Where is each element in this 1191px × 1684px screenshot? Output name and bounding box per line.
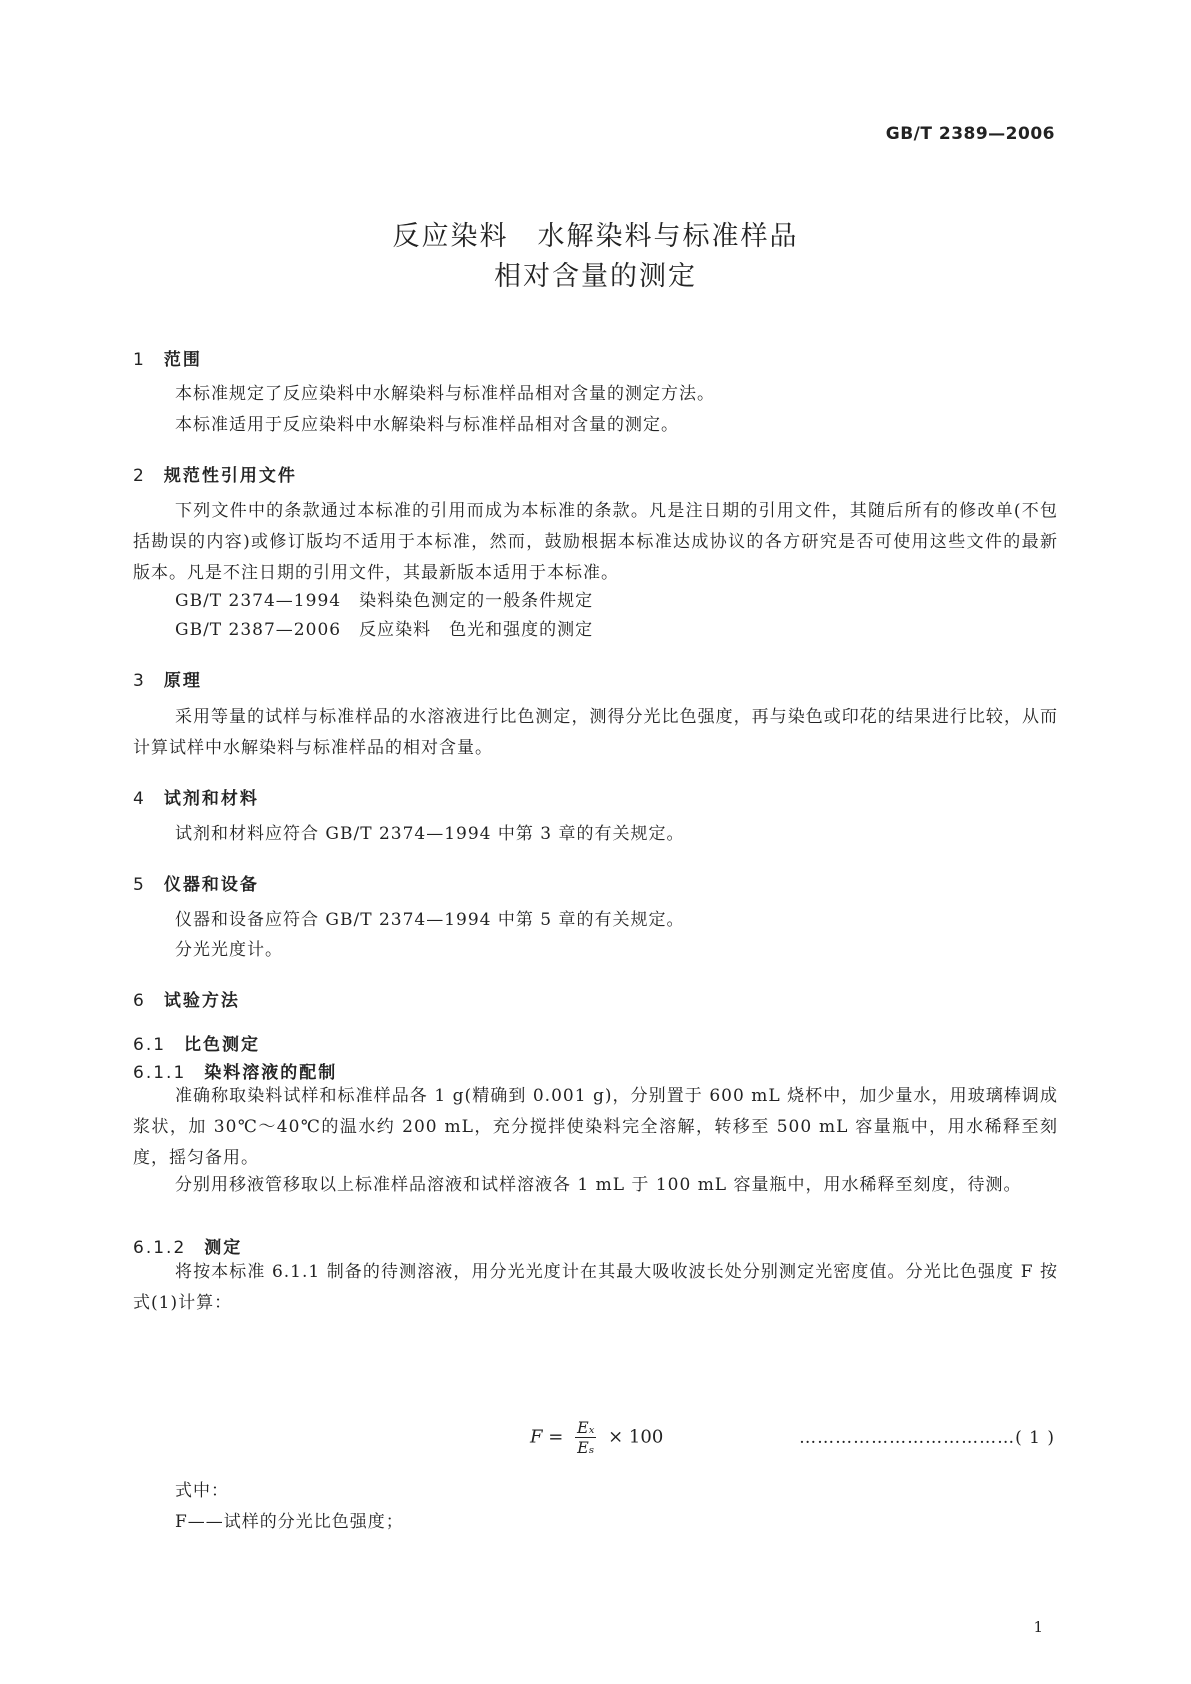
document-title-line2: 相对含量的测定 [494, 261, 697, 292]
reference-item: GB/T 2387—2006 反应染料 色光和强度的测定 [175, 620, 594, 640]
section-number: 4 [133, 789, 146, 809]
equation-number [799, 1428, 1055, 1448]
subsection-6-1-1-heading [133, 1058, 337, 1083]
paragraph: 下列文件中的条款通过本标准的引用而成为本标准的条款。凡是注日期的引用文件，其随后所有的修改单(不包括勘误的内容)或修订版均不适用于本标准，然而，鼓励根据本标准达成协议的各方研究是否可使用这些文件的最新版本。凡是不注日期的引用文件，其最新版本适用于本标准。 [133, 501, 1058, 583]
section-number: 3 [133, 671, 146, 691]
subsection-6-1-2-heading [133, 1233, 242, 1258]
section-title: 比色测定 [184, 1035, 261, 1055]
section-number: 6.1.1 [133, 1063, 187, 1083]
where-label: 式中： [175, 1481, 229, 1501]
section-5-heading [133, 870, 259, 895]
section-6-heading [133, 986, 240, 1011]
where-item: F——试样的分光比色强度； [175, 1512, 404, 1532]
standard-code: GB/T 2389—2006 [885, 124, 1055, 144]
paragraph: 本标准规定了反应染料中水解染料与标准样品相对含量的测定方法。 [175, 384, 715, 404]
reference-item: GB/T 2374—1994 染料染色测定的一般条件规定 [175, 591, 594, 611]
formula-denominator: Eₛ [577, 1438, 595, 1457]
section-title: 测定 [204, 1238, 243, 1258]
paragraph: 准确称取染料试样和标准样品各 1 g(精确到 0.001 g)，分别置于 600 mL 烧杯中，加少量水，用玻璃棒调成浆状，加 30℃～40℃的温水约 200 mL，充分搅拌使染料完全溶解，转移至 500 mL 容量瓶中，用水稀释至刻度，摇匀备用。 [133, 1086, 1058, 1168]
paragraph: 仪器和设备应符合 GB/T 2374—1994 中第 5 章的有关规定。 [175, 910, 685, 930]
section-number: 6.1 [133, 1035, 167, 1055]
equation-label: ( 1 ) [1015, 1428, 1055, 1448]
formula-rest: × 100 [608, 1426, 664, 1448]
formula-fraction [575, 1418, 596, 1457]
section-title: 仪器和设备 [163, 875, 259, 895]
section-number: 6 [133, 991, 146, 1011]
section-2-heading [133, 461, 297, 486]
subsection-6-1-heading [133, 1030, 260, 1055]
equation-leader: ……………………………… [799, 1428, 1016, 1448]
formula-numerator: Eₓ [577, 1418, 595, 1437]
section-title: 规范性引用文件 [163, 466, 297, 486]
document-title-line1: 反应染料 水解染料与标准样品 [392, 221, 799, 252]
section-4-heading [133, 784, 259, 809]
paragraph: 本标准适用于反应染料中水解染料与标准样品相对含量的测定。 [175, 415, 679, 435]
paragraph: 将按本标准 6.1.1 制备的待测溶液，用分光光度计在其最大吸收波长处分别测定光密度值。分光比色强度 F 按式(1)计算： [133, 1262, 1058, 1313]
section-3-heading [133, 666, 202, 691]
paragraph: 分别用移液管移取以上标准样品溶液和试样溶液各 1 mL 于 100 mL 容量瓶中，用水稀释至刻度，待测。 [175, 1175, 1022, 1195]
section-title: 范围 [163, 350, 202, 370]
section-title: 试剂和材料 [163, 789, 259, 809]
section-number: 2 [133, 466, 146, 486]
formula-1 [530, 1418, 663, 1457]
section-number: 5 [133, 875, 146, 895]
paragraph: 采用等量的试样与标准样品的水溶液进行比色测定，测得分光比色强度，再与染色或印花的结果进行比较，从而计算试样中水解染料与标准样品的相对含量。 [133, 707, 1058, 758]
paragraph: 分光光度计。 [175, 940, 283, 960]
page-number: 1 [1033, 1618, 1043, 1636]
paragraph: 试剂和材料应符合 GB/T 2374—1994 中第 3 章的有关规定。 [175, 824, 685, 844]
section-title: 染料溶液的配制 [204, 1063, 338, 1083]
section-title: 试验方法 [163, 991, 240, 1011]
section-1-heading [133, 345, 202, 370]
section-number: 1 [133, 350, 146, 370]
section-title: 原理 [163, 671, 202, 691]
section-number: 6.1.2 [133, 1238, 187, 1258]
formula-lhs: F = [530, 1426, 564, 1448]
